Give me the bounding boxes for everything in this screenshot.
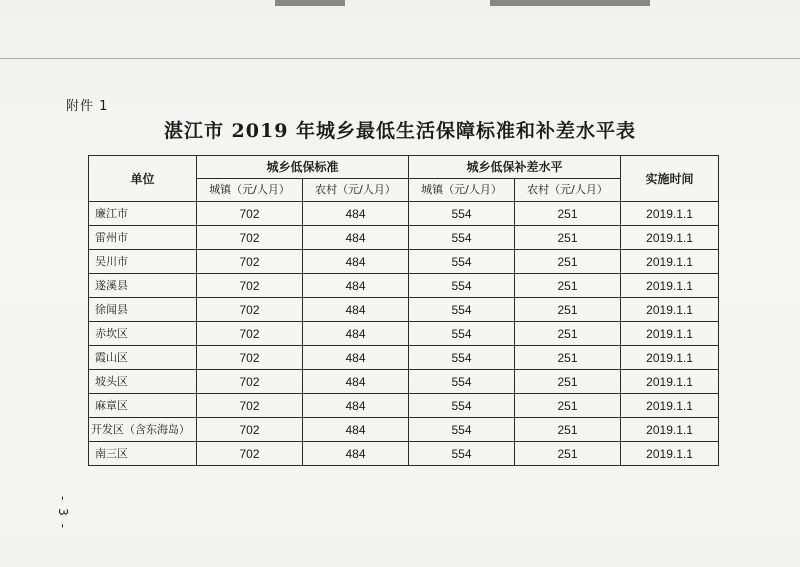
table-row bbox=[89, 442, 719, 466]
cell-urban-standard: 702 bbox=[197, 346, 303, 370]
table-row bbox=[89, 346, 719, 370]
cell-unit: 廉江市 bbox=[89, 202, 197, 226]
cell-rural-standard: 484 bbox=[303, 442, 409, 466]
cell-unit: 南三区 bbox=[89, 442, 197, 466]
table-row bbox=[89, 370, 719, 394]
cell-urban-standard: 702 bbox=[197, 418, 303, 442]
table-row bbox=[89, 226, 719, 250]
cell-rural-standard: 484 bbox=[303, 226, 409, 250]
cell-rural-subsidy: 251 bbox=[515, 298, 621, 322]
cell-date: 2019.1.1 bbox=[621, 226, 719, 250]
cell-urban-standard: 702 bbox=[197, 202, 303, 226]
cell-rural-subsidy: 251 bbox=[515, 346, 621, 370]
cell-urban-standard: 702 bbox=[197, 394, 303, 418]
cell-unit: 赤坎区 bbox=[89, 322, 197, 346]
cell-unit: 麻章区 bbox=[89, 394, 197, 418]
cell-rural-standard: 484 bbox=[303, 418, 409, 442]
cell-rural-subsidy: 251 bbox=[515, 394, 621, 418]
cell-urban-subsidy: 554 bbox=[409, 226, 515, 250]
table-row bbox=[89, 418, 719, 442]
scan-divider bbox=[0, 58, 800, 59]
cell-urban-subsidy: 554 bbox=[409, 322, 515, 346]
cell-urban-standard: 702 bbox=[197, 322, 303, 346]
cell-urban-subsidy: 554 bbox=[409, 202, 515, 226]
cell-unit: 吴川市 bbox=[89, 250, 197, 274]
cell-urban-subsidy: 554 bbox=[409, 298, 515, 322]
cell-rural-standard: 484 bbox=[303, 202, 409, 226]
header-rural-subsidy: 农村（元/人月） bbox=[515, 179, 621, 202]
cell-rural-standard: 484 bbox=[303, 370, 409, 394]
scan-artifact bbox=[275, 0, 345, 6]
cell-date: 2019.1.1 bbox=[621, 346, 719, 370]
header-urban-subsidy: 城镇（元/人月） bbox=[409, 179, 515, 202]
header-group-standard: 城乡低保标准 bbox=[197, 156, 409, 179]
cell-date: 2019.1.1 bbox=[621, 274, 719, 298]
cell-date: 2019.1.1 bbox=[621, 418, 719, 442]
table-row bbox=[89, 394, 719, 418]
cell-unit: 开发区（含东海岛） bbox=[89, 418, 197, 442]
cell-rural-subsidy: 251 bbox=[515, 322, 621, 346]
cell-rural-subsidy: 251 bbox=[515, 370, 621, 394]
cell-unit: 霞山区 bbox=[89, 346, 197, 370]
scan-artifact bbox=[490, 0, 650, 6]
cell-urban-standard: 702 bbox=[197, 250, 303, 274]
attachment-label: 附件 1 bbox=[66, 99, 109, 114]
cell-urban-subsidy: 554 bbox=[409, 442, 515, 466]
table-row bbox=[89, 202, 719, 226]
header-time: 实施时间 bbox=[621, 156, 719, 202]
cell-rural-standard: 484 bbox=[303, 250, 409, 274]
cell-rural-standard: 484 bbox=[303, 346, 409, 370]
document-title: 湛江市 2019 年城乡最低生活保障标准和补差水平表 bbox=[163, 120, 637, 142]
cell-urban-standard: 702 bbox=[197, 226, 303, 250]
cell-date: 2019.1.1 bbox=[621, 202, 719, 226]
cell-rural-subsidy: 251 bbox=[515, 274, 621, 298]
cell-urban-subsidy: 554 bbox=[409, 346, 515, 370]
header-group-subsidy: 城乡低保补差水平 bbox=[409, 156, 621, 179]
cell-rural-subsidy: 251 bbox=[515, 250, 621, 274]
cell-urban-subsidy: 554 bbox=[409, 394, 515, 418]
cell-rural-standard: 484 bbox=[303, 322, 409, 346]
page-number: - 3 - bbox=[56, 496, 70, 530]
cell-date: 2019.1.1 bbox=[621, 442, 719, 466]
cell-date: 2019.1.1 bbox=[621, 298, 719, 322]
cell-rural-subsidy: 251 bbox=[515, 442, 621, 466]
cell-rural-subsidy: 251 bbox=[515, 226, 621, 250]
cell-rural-subsidy: 251 bbox=[515, 418, 621, 442]
cell-urban-subsidy: 554 bbox=[409, 274, 515, 298]
cell-urban-subsidy: 554 bbox=[409, 370, 515, 394]
table-row bbox=[89, 298, 719, 322]
cell-unit: 遂溪县 bbox=[89, 274, 197, 298]
cell-urban-standard: 702 bbox=[197, 370, 303, 394]
cell-date: 2019.1.1 bbox=[621, 394, 719, 418]
cell-rural-standard: 484 bbox=[303, 394, 409, 418]
cell-date: 2019.1.1 bbox=[621, 250, 719, 274]
header-unit: 单位 bbox=[89, 156, 197, 202]
cell-rural-standard: 484 bbox=[303, 274, 409, 298]
cell-date: 2019.1.1 bbox=[621, 322, 719, 346]
cell-rural-subsidy: 251 bbox=[515, 202, 621, 226]
cell-urban-subsidy: 554 bbox=[409, 250, 515, 274]
header-rural-standard: 农村（元/人月） bbox=[303, 179, 409, 202]
cell-rural-standard: 484 bbox=[303, 298, 409, 322]
table-row bbox=[89, 322, 719, 346]
cell-unit: 雷州市 bbox=[89, 226, 197, 250]
cell-unit: 徐闻县 bbox=[89, 298, 197, 322]
cell-urban-standard: 702 bbox=[197, 442, 303, 466]
header-urban-standard: 城镇（元/人月） bbox=[197, 179, 303, 202]
cell-urban-standard: 702 bbox=[197, 298, 303, 322]
cell-unit: 坡头区 bbox=[89, 370, 197, 394]
table-row bbox=[89, 250, 719, 274]
cell-urban-standard: 702 bbox=[197, 274, 303, 298]
table-row bbox=[89, 274, 719, 298]
cell-date: 2019.1.1 bbox=[621, 370, 719, 394]
subsidy-table bbox=[88, 155, 719, 466]
cell-urban-subsidy: 554 bbox=[409, 418, 515, 442]
